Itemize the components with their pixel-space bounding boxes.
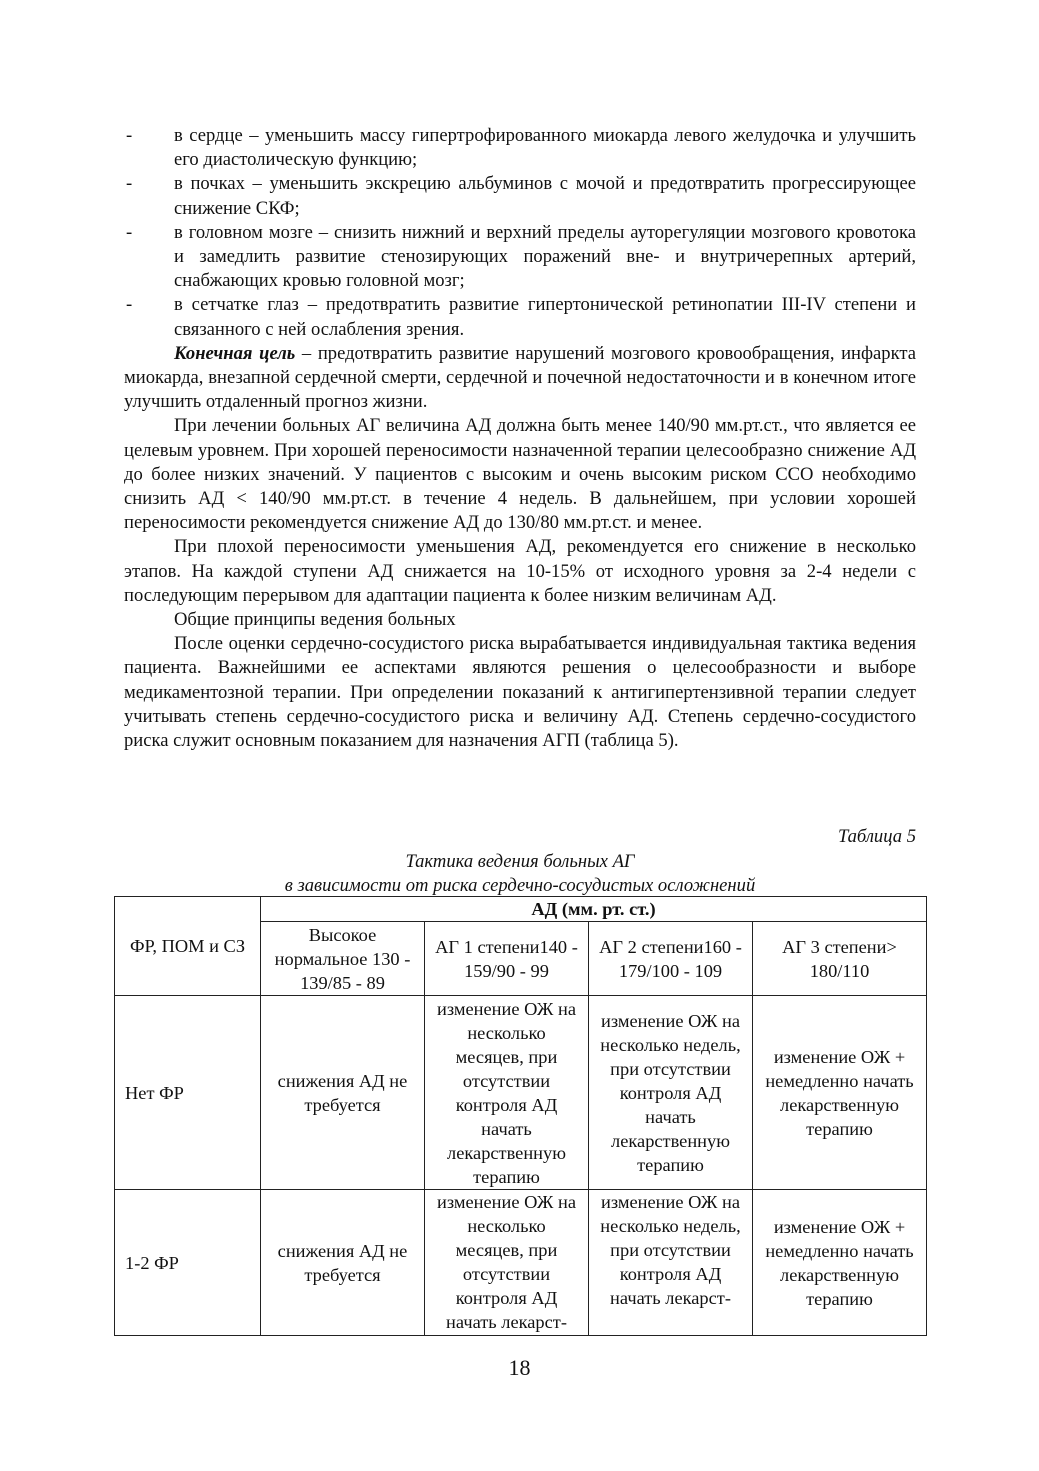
bullet-marker: - bbox=[126, 125, 133, 146]
tactics-table bbox=[114, 896, 927, 1336]
bullet-text: в сердце – уменьшить массу гипертрофированного миокарда левого желудочка и улучшить его диастолическую функцию; bbox=[174, 125, 916, 171]
column-header: АГ 1 степени140 - 159/90 - 99 bbox=[425, 922, 589, 996]
column-header: АГ 3 степени> 180/110 bbox=[753, 922, 927, 996]
table-cell: изменение ОЖ на несколько недель, при отсутствии контроля АД начать лекарст- bbox=[589, 1190, 753, 1336]
bullet-item bbox=[124, 221, 916, 294]
table-row bbox=[115, 1190, 927, 1336]
row-label: Нет ФР bbox=[115, 996, 261, 1190]
paragraph: После оценки сердечно-сосудистого риска вырабатывается индивидуальная тактика ведения пациента. Важнейшими ее аспектами являются решения о целесообразности и выборе медикаментозной терапии. При определении показаний к антигипертензивной терапии следует учитывать степень сердечно-сосудистого риска и величину АД. Степень сердечно-сосудистого риска служит основным показанием для назначения АГП (таблица 5). bbox=[124, 633, 916, 752]
bullet-item bbox=[124, 124, 916, 172]
paragraph: При плохой переносимости уменьшения АД, рекомендуется его снижение в несколько этапов. На каждой ступени АД снижается на 10-15% от исходного уровня за 2-4 недели с последующим перерывом для адаптации пациента к более низким величинам АД. bbox=[124, 536, 916, 606]
final-goal-lead: Конечная цель bbox=[174, 342, 296, 364]
table-title bbox=[124, 850, 916, 898]
bullet-text: в почках – уменьшить экскрецию альбуминов с мочой и предотвратить прогрессирующее снижение СКФ; bbox=[174, 173, 916, 219]
table-cell: изменение ОЖ на несколько месяцев, при отсутствии контроля АД начать лекарст- bbox=[425, 1190, 589, 1336]
bullet-marker: - bbox=[126, 173, 133, 195]
table-row bbox=[115, 996, 927, 1190]
row-header-cell: ФР, ПОМ и СЗ bbox=[115, 897, 261, 996]
paragraph: При лечении больных АГ величина АД должна быть менее 140/90 мм.рт.ст., что является ее целевым уровнем. При хорошей переносимости назначенной терапии целесообразно снижение АД до более низких значений. У пациентов с высоким и очень высоким риском ССО необходимо снизить АД < 140/90 мм.рт.ст. в течение 4 недель. В дальнейшем, при условии хорошей переносимости рекомендуется снижение АД до 130/80 мм.рт.ст. и менее. bbox=[124, 415, 916, 534]
bullet-item bbox=[124, 293, 916, 341]
page-number: 18 bbox=[508, 1355, 531, 1380]
table-title-line: Тактика ведения больных АГ bbox=[405, 851, 635, 872]
section-heading: Общие принципы ведения больных bbox=[174, 609, 456, 631]
page-body bbox=[124, 124, 916, 753]
final-goal-text: – предотвратить развитие нарушений мозгового кровообращения, инфаркта миокарда, внезапной сердечной смерти, сердечной и почечной недостаточности и в конечном итоге улучшить отдаленный прогноз жизни. bbox=[124, 342, 916, 413]
row-label: 1-2 ФР bbox=[115, 1190, 261, 1336]
table-title-line: в зависимости от риска сердечно-сосудистых осложнений bbox=[284, 875, 756, 896]
table-label: Таблица 5 bbox=[837, 826, 916, 847]
column-header: АГ 2 степени160 - 179/100 - 109 bbox=[589, 922, 753, 996]
table-cell: изменение ОЖ + немедленно начать лекарственную терапию bbox=[753, 996, 927, 1190]
bullet-marker: - bbox=[126, 221, 133, 243]
table-cell: изменение ОЖ на несколько недель, при отсутствии контроля АД начать лекарственную терапию bbox=[589, 996, 753, 1190]
table-cell: изменение ОЖ + немедленно начать лекарственную терапию bbox=[753, 1190, 927, 1336]
final-goal-paragraph bbox=[124, 342, 916, 415]
group-header-cell: АД (мм. рт. ст.) bbox=[261, 897, 927, 922]
bullet-text: в головном мозге – снизить нижний и верхний пределы ауторегуляции мозгового кровотока и замедлить развитие стенозирующих поражений вне- и внутричерепных артерий, снабжающих кровью головной мозг; bbox=[174, 221, 916, 292]
bullet-marker: - bbox=[126, 294, 133, 316]
table-cell: снижения АД не требуется bbox=[261, 996, 425, 1190]
bullet-text: в сетчатке глаз – предотвратить развитие гипертонической ретинопатии III-IV степени и связанного с ней ослабления зрения. bbox=[174, 294, 916, 340]
column-header: Высокое нормальное 130 - 139/85 - 89 bbox=[261, 922, 425, 996]
table-cell: изменение ОЖ на несколько месяцев, при отсутствии контроля АД начать лекарственную терапию bbox=[425, 996, 589, 1190]
table-cell: снижения АД не требуется bbox=[261, 1190, 425, 1336]
bullet-item bbox=[124, 172, 916, 220]
